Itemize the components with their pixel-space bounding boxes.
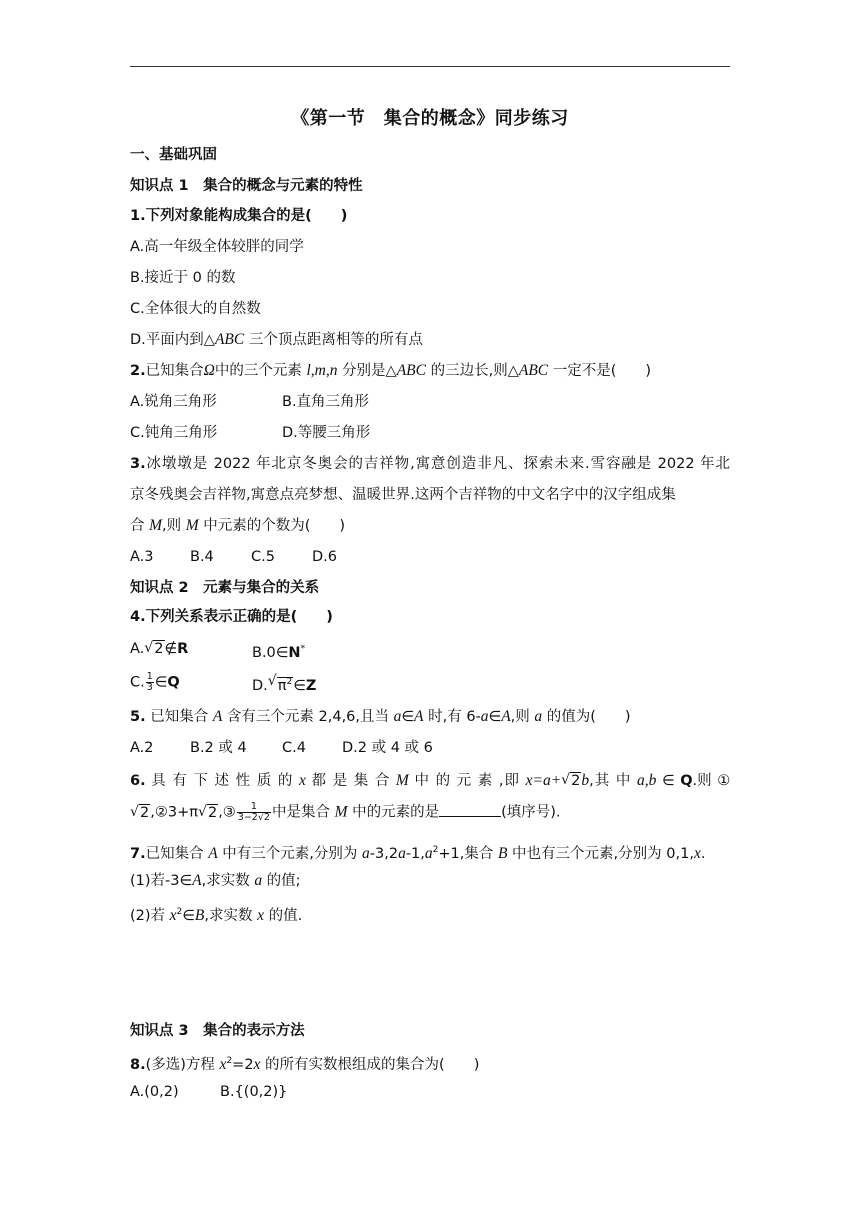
question-2-option-a: A.锐角三角形 <box>130 394 217 410</box>
question-2-option-d: D.等腰三角形 <box>282 425 371 441</box>
question-3-option-a: A.3 <box>130 549 154 565</box>
question-5-option-a: A.2 <box>130 740 154 756</box>
question-2-stem: 2.已知集合Ω中的三个元素 l,m,n 分别是△ABC 的三边长,则△ABC 一定不是( ) <box>130 362 652 379</box>
question-2-option-b: B.直角三角形 <box>282 394 370 410</box>
knowledge-point-3: 知识点 3 集合的表示方法 <box>130 1023 305 1039</box>
knowledge-point-2: 知识点 2 元素与集合的关系 <box>130 580 320 596</box>
question-1-stem: 1.下列对象能构成集合的是( ) <box>130 208 348 224</box>
question-4-option-c: C. $\frac{1}{3}$ ∈Q <box>130 671 180 693</box>
question-5-option-b: B.2 或 4 <box>190 740 247 756</box>
question-3-option-b: B.4 <box>190 549 214 565</box>
answer-blank[interactable] <box>439 804 501 817</box>
question-6-line-2: √ 2,②3+π√ 2,③ $\frac{1}{3-2√2}$ 中是集合 M 中的元素的是 (填序号). <box>130 802 561 823</box>
question-7-part-1: (1)若-3∈A,求实数 a 的值; <box>130 872 301 889</box>
question-4-option-d: D.√ $\pi^2\in Z$ <box>252 672 316 696</box>
question-7-stem: 7.已知集合 A 中有三个元素,分别为 $a-3,2a-1,a^2+1$,集合 B 中也有三个元素,分别为 0,1,x. <box>130 844 706 862</box>
question-1-option-c: C.全体很大的自然数 <box>130 301 261 317</box>
question-5-stem: 5. 已知集合 A 含有三个元素 2,4,6,且当 a∈A 时,有 6-a∈A,则 a 的值为( ) <box>130 708 631 725</box>
question-8-option-b: B.{(0,2)} <box>220 1084 288 1100</box>
page-title: 《第一节 集合的概念》同步练习 <box>291 108 569 129</box>
question-3-option-c: C.5 <box>251 549 275 565</box>
question-5-option-d: D.2 或 4 或 6 <box>342 740 433 756</box>
question-8-option-a: A.(0,2) <box>130 1084 179 1100</box>
question-3-line-2: 京冬残奥会吉祥物,寓意点亮梦想、温暖世界.这两个吉祥物的中文名字中的汉字组成集 <box>130 487 676 503</box>
question-5-option-c: C.4 <box>282 740 306 756</box>
header-rule <box>130 66 730 67</box>
question-1-option-b: B.接近于 0 的数 <box>130 270 236 286</box>
question-1-option-d: D.平面内到△ABC 三个顶点距离相等的所有点 <box>130 331 423 348</box>
section-heading: 一、基础巩固 <box>130 147 217 163</box>
knowledge-point-1: 知识点 1 集合的概念与元素的特性 <box>130 178 363 194</box>
question-1-option-a: A.高一年级全体较胖的同学 <box>130 239 304 255</box>
question-4-stem: 4.下列关系表示正确的是( ) <box>130 609 333 625</box>
question-4-option-a: A.√ 2∉R <box>130 639 188 659</box>
question-6-line-1: 6. 具 有 下 述 性 质 的 x 都 是 集 合 M 中 的 元 素 ,即 x=a+√ 2b,其 中 a,b ∈ Q.则 ① <box>130 771 730 791</box>
question-8-stem: 8.(多选)方程 $x^2=2x$ 的所有实数根组成的集合为( ) <box>130 1055 480 1073</box>
question-2-option-c: C.钝角三角形 <box>130 425 218 441</box>
question-7-part-2: (2)若 $x^2\in B$,求实数 x 的值. <box>130 906 303 924</box>
question-3-line-3: 合 M,则 M 中元素的个数为( ) <box>130 517 346 534</box>
question-3-line-1: 3.冰墩墩是 2022 年北京冬奥会的吉祥物,寓意创造非凡、探索未来.雪容融是 2022 年北 <box>130 456 730 472</box>
question-4-option-b: B.0∈N* <box>252 644 306 661</box>
question-3-option-d: D.6 <box>312 549 337 565</box>
